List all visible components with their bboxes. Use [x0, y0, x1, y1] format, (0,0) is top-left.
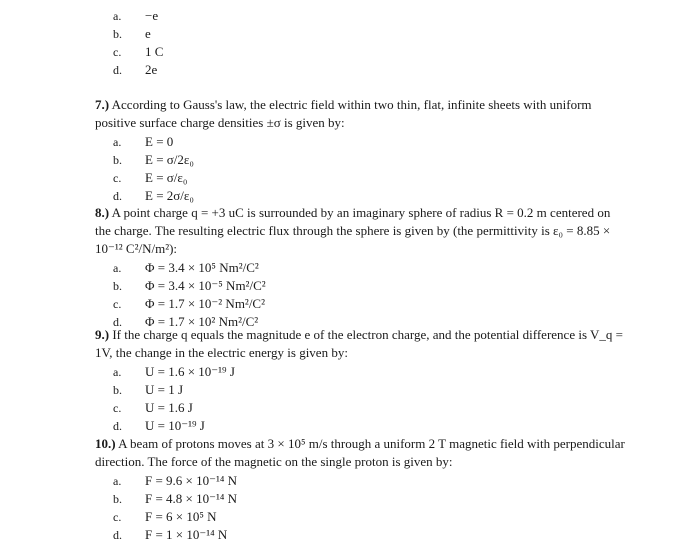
question-text: 9.) If the charge q equals the magnitude e of the electron charge, and the potential difference is V_q = 1V, the change in the electric energy is given by: — [95, 327, 623, 360]
option-b[interactable]: b. E = σ/2ε₀ — [113, 152, 194, 167]
option-c[interactable]: c. E = σ/ε₀ — [113, 170, 188, 185]
option-c[interactable]: c. F = 6 × 10⁵ N — [113, 509, 217, 524]
question-text: 10.) A beam of protons moves at 3 × 10⁵ m/s through a uniform 2 T magnetic field with perpendicular direction. The force of the magnetic on the single proton is given by: — [95, 436, 625, 469]
option-a[interactable]: a. E = 0 — [113, 134, 174, 149]
option-b[interactable]: b. U = 1 J — [113, 382, 184, 397]
question-9 — [95, 326, 625, 435]
option-d[interactable]: d. U = 10⁻¹⁹ J — [113, 418, 205, 433]
option-d[interactable]: d. 2e — [113, 62, 158, 77]
option-b[interactable]: b. F = 4.8 × 10⁻¹⁴ N — [113, 491, 238, 506]
option-a[interactable]: a. Φ = 3.4 × 10⁵ Nm²/C² — [113, 260, 259, 275]
option-d[interactable]: d. F = 1 × 10⁻¹⁴ N — [113, 527, 228, 542]
option-d[interactable]: d. E = 2σ/ε₀ — [113, 188, 194, 203]
option-c[interactable]: c. U = 1.6 J — [113, 400, 193, 415]
option-a[interactable]: a. F = 9.6 × 10⁻¹⁴ N — [113, 473, 238, 488]
option-d[interactable]: d. Φ = 1.7 × 10² Nm²/C² — [113, 314, 259, 329]
previous-question-options — [95, 6, 625, 79]
option-a[interactable]: a. U = 1.6 × 10⁻¹⁹ J — [113, 364, 235, 379]
option-a[interactable]: a. −e — [113, 8, 159, 23]
question-10 — [95, 435, 625, 544]
option-c[interactable]: c. Φ = 1.7 × 10⁻² Nm²/C² — [113, 296, 266, 311]
option-b[interactable]: b. Φ = 3.4 × 10⁻⁵ Nm²/C² — [113, 278, 266, 293]
question-8 — [95, 204, 625, 331]
question-text: 8.) A point charge q = +3 uC is surrounded by an imaginary sphere of radius R = 0.2 m centered on the charge. The resulting electric flux through the sphere is given by (the permittivity is ε₀ = 8.85 × 10⁻¹² C²/N/m²): — [95, 205, 611, 256]
option-b[interactable]: b. e — [113, 26, 151, 41]
option-c[interactable]: c. 1 C — [113, 44, 164, 59]
question-7 — [95, 96, 625, 205]
question-text: 7.) According to Gauss's law, the electric field within two thin, flat, infinite sheets with uniform positive surface charge densities ±σ is given by: — [95, 97, 592, 130]
